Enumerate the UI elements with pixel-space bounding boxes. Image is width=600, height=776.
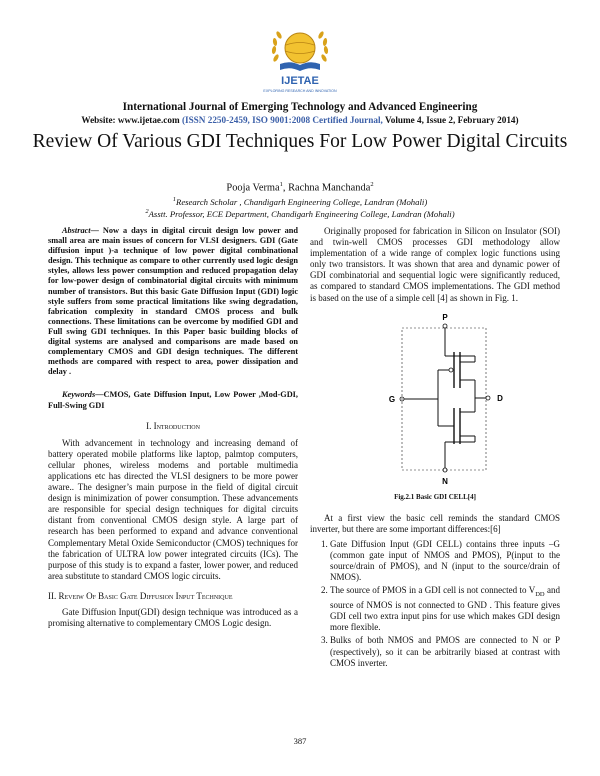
keywords: Keywords—CMOS, Gate Diffusion Input, Low Power ,Mod-GDI, Full-Swing GDI xyxy=(48,390,298,410)
left-column xyxy=(48,226,298,629)
author-1: Pooja Verma xyxy=(226,182,280,194)
author-2: Rachna Manchanda xyxy=(288,182,371,194)
right-column xyxy=(310,226,560,671)
abstract: Abstract— Now a days in digital circuit design low power and small area are main issues of concern for VLSI designers. GDI (Gate diffusion input )-a technique of low power digital combinational design. This technique as compare to other currently used logic design styles, allows less power consumption and reduced propagation delay for low-power design of combinatorial digital circuits with minimum number of transistors. But this basic Gate Diffusion Input (GDI) logic style suffers from some practical limitations like swing degradation, fabrication complexity in standard CMOS process and bulk connections. These limitations can be overcome by modified GDI and Full swing GDI techniques. In this Paper basic building blocks of digital systems are analysed and comparisons are made based on complementary CMOS and GDI design techniques. The different methods are compared with respect to area, power dissipation and delay . xyxy=(48,226,298,377)
paper-title: Review Of Various GDI Techniques For Low Power Digital Circuits xyxy=(32,131,568,152)
differences-list xyxy=(310,539,560,669)
label-g: G xyxy=(388,394,396,404)
website-prefix: Website: www.ijetae.com xyxy=(81,115,180,125)
gdi-cell-diagram xyxy=(310,308,560,488)
section-heading-introduction: I. Introduction xyxy=(146,420,200,431)
author-line: Pooja Verma$^1$, Rachna Manchanda$^2$ xyxy=(226,181,374,194)
website-volume: Volume 4, Issue 2, February 2014) xyxy=(384,115,519,125)
journal-title: International Journal of Emerging Technology and Advanced Engineering xyxy=(122,101,478,113)
affiliation-2: $^2$Asstt. Professor, ECE Department, Chandigarh Engineering College, Landran (Mohali) xyxy=(145,208,455,219)
differences-intro: At a first view the basic cell reminds the standard CMOS inverter, but there are some important differences:[6] xyxy=(310,512,560,534)
label-n: N xyxy=(442,476,448,486)
gdi-cell-figure xyxy=(310,308,560,488)
gdi-intro-paragraph: Originally proposed for fabrication in Silicon on Insulator (SOI) and twin-well CMOS processes GDI methodology allow implementation of a wide range of complex logic functions using only two transistors. It was shown that area and dynamic power of GDI combinatorial and sequential logic were significantly reduced, as compared to standard CMOS implementations. The GDI method is based on the use of a simple cell [4] as shown in Fig. 1. xyxy=(310,226,560,303)
website-issn: (ISSN 2250-2459, ISO 9001:2008 Certified Journal, xyxy=(181,115,383,125)
journal-website-line xyxy=(0,115,600,125)
list-item: 2. The source of PMOS in a GDI cell is not connected to $V_{DD}$ and source of NMOS is not connected to GND . This feature gives GDI cell two extra input pins for use which makes GDI design more flexible. xyxy=(330,585,560,633)
svg-text:EXPLORING RESEARCH AND INNOVAT: EXPLORING RESEARCH AND INNOVATION xyxy=(263,89,337,93)
introduction-text: With advancement in technology and increasing demand of battery operated mobile platforms like laptop, palmtop computers, cellular phones, wireless modems and portable multimedia applications etc has directed the VLSI designers to be more power aware.. The designer’s main purpose in the field of digital circuit design is minimization of power consumption. These advancements are responsible for special design techniques for digital circuits distant from conventional CMOS design style. A large part of research has been performed to expand and advance conventional Complementary Metal Oxide Semiconductor (CMOS) techniques for the fabrication of ULTRA low power integrated circuits (ICs). The purpose of this study is to expand a faster, lower power, and reduced area substitute to standard CMOS logic circuits. xyxy=(48,437,298,581)
section-heading-gdi-review: II. Reveiw Of Basic Gate Diffusion Input Technique xyxy=(48,590,233,601)
list-item: 1. Gate Diffusion Input (GDI CELL) contains three inputs –G (common gate input of NMOS and PMOS), P(input to the source/drain of PMOS), and N (input to the source/drain of NMOS). xyxy=(330,539,560,583)
journal-logo xyxy=(262,18,338,98)
label-d: D xyxy=(497,393,503,403)
label-p: P xyxy=(442,312,448,322)
figure-caption: Fig.2.1 Basic GDI CELL[4] xyxy=(394,492,476,501)
svg-text:IJETAE: IJETAE xyxy=(281,75,319,87)
gdi-review-text: Gate Diffusion Input(GDI) design technique was introduced as a promising alternative to complementary CMOS Logic design. xyxy=(48,607,298,629)
list-item: 3. Bulks of both NMOS and PMOS are connected to N or P (respectively), so it can be arbitrarily biased at contrast with CMOS inverter. xyxy=(330,635,560,668)
page-number: 387 xyxy=(293,736,307,746)
affiliation-1: $^1$Research Scholar , Chandigarh Engineering College, Landran (Mohali) xyxy=(172,196,428,207)
